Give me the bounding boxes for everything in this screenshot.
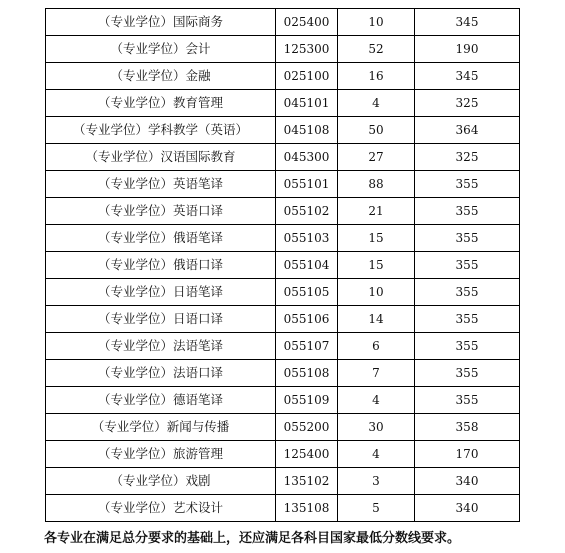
program-name-cell: （专业学位）法语口译	[46, 360, 276, 387]
program-code-cell: 135108	[276, 495, 338, 522]
min-score-cell: 345	[415, 63, 520, 90]
min-score-cell: 190	[415, 36, 520, 63]
program-code-cell: 055105	[276, 279, 338, 306]
program-name-cell: （专业学位）英语笔译	[46, 171, 276, 198]
quota-cell: 52	[338, 36, 415, 63]
min-score-cell: 355	[415, 387, 520, 414]
admission-score-table	[45, 8, 520, 522]
program-name-cell: （专业学位）俄语口译	[46, 252, 276, 279]
table-row	[46, 360, 520, 387]
quota-cell: 4	[338, 90, 415, 117]
table-row	[46, 117, 520, 144]
table-row	[46, 252, 520, 279]
quota-cell: 30	[338, 414, 415, 441]
quota-cell: 7	[338, 360, 415, 387]
program-name-cell: （专业学位）汉语国际教育	[46, 144, 276, 171]
quota-cell: 88	[338, 171, 415, 198]
quota-cell: 4	[338, 441, 415, 468]
program-code-cell: 055101	[276, 171, 338, 198]
quota-cell: 27	[338, 144, 415, 171]
min-score-cell: 340	[415, 468, 520, 495]
quota-cell: 3	[338, 468, 415, 495]
table-row	[46, 306, 520, 333]
program-code-cell: 045300	[276, 144, 338, 171]
program-name-cell: （专业学位）日语口译	[46, 306, 276, 333]
program-name-cell: （专业学位）日语笔译	[46, 279, 276, 306]
quota-cell: 14	[338, 306, 415, 333]
program-name-cell: （专业学位）国际商务	[46, 9, 276, 36]
program-name-cell: （专业学位）旅游管理	[46, 441, 276, 468]
program-name-cell: （专业学位）新闻与传播	[46, 414, 276, 441]
table-row	[46, 144, 520, 171]
min-score-cell: 355	[415, 360, 520, 387]
min-score-cell: 345	[415, 9, 520, 36]
min-score-cell: 355	[415, 171, 520, 198]
program-code-cell: 045108	[276, 117, 338, 144]
min-score-cell: 355	[415, 225, 520, 252]
program-code-cell: 055107	[276, 333, 338, 360]
table-body	[46, 9, 520, 522]
program-name-cell: （专业学位）戏剧	[46, 468, 276, 495]
table-row	[46, 495, 520, 522]
min-score-cell: 355	[415, 279, 520, 306]
program-code-cell: 055109	[276, 387, 338, 414]
quota-cell: 5	[338, 495, 415, 522]
table-row	[46, 333, 520, 360]
min-score-cell: 364	[415, 117, 520, 144]
program-code-cell: 135102	[276, 468, 338, 495]
program-code-cell: 125300	[276, 36, 338, 63]
quota-cell: 16	[338, 63, 415, 90]
program-code-cell: 055103	[276, 225, 338, 252]
quota-cell: 4	[338, 387, 415, 414]
program-name-cell: （专业学位）法语笔译	[46, 333, 276, 360]
min-score-cell: 340	[415, 495, 520, 522]
table-row	[46, 414, 520, 441]
table-row	[46, 279, 520, 306]
program-code-cell: 025100	[276, 63, 338, 90]
table-row	[46, 36, 520, 63]
quota-cell: 10	[338, 279, 415, 306]
min-score-cell: 355	[415, 252, 520, 279]
program-code-cell: 055108	[276, 360, 338, 387]
footnote: 各专业在满足总分要求的基础上，还应满足各科目国家最低分数线要求。	[44, 531, 461, 546]
program-code-cell: 025400	[276, 9, 338, 36]
program-name-cell: （专业学位）金融	[46, 63, 276, 90]
min-score-cell: 325	[415, 144, 520, 171]
table-row	[46, 63, 520, 90]
quota-cell: 15	[338, 252, 415, 279]
quota-cell: 15	[338, 225, 415, 252]
min-score-cell: 355	[415, 333, 520, 360]
program-code-cell: 125400	[276, 441, 338, 468]
min-score-cell: 355	[415, 198, 520, 225]
min-score-cell: 325	[415, 90, 520, 117]
quota-cell: 21	[338, 198, 415, 225]
program-name-cell: （专业学位）学科教学（英语）	[46, 117, 276, 144]
table-row	[46, 225, 520, 252]
program-name-cell: （专业学位）德语笔译	[46, 387, 276, 414]
program-code-cell: 045101	[276, 90, 338, 117]
min-score-cell: 170	[415, 441, 520, 468]
quota-cell: 10	[338, 9, 415, 36]
program-code-cell: 055200	[276, 414, 338, 441]
table-row	[46, 198, 520, 225]
program-code-cell: 055104	[276, 252, 338, 279]
min-score-cell: 358	[415, 414, 520, 441]
program-name-cell: （专业学位）艺术设计	[46, 495, 276, 522]
table-row	[46, 441, 520, 468]
program-name-cell: （专业学位）教育管理	[46, 90, 276, 117]
program-code-cell: 055102	[276, 198, 338, 225]
program-name-cell: （专业学位）俄语笔译	[46, 225, 276, 252]
min-score-cell: 355	[415, 306, 520, 333]
table-row	[46, 90, 520, 117]
quota-cell: 6	[338, 333, 415, 360]
table-row	[46, 387, 520, 414]
program-name-cell: （专业学位）会计	[46, 36, 276, 63]
program-name-cell: （专业学位）英语口译	[46, 198, 276, 225]
table-row	[46, 468, 520, 495]
table-row	[46, 9, 520, 36]
admission-score-table-container	[45, 8, 519, 522]
quota-cell: 50	[338, 117, 415, 144]
program-code-cell: 055106	[276, 306, 338, 333]
table-row	[46, 171, 520, 198]
